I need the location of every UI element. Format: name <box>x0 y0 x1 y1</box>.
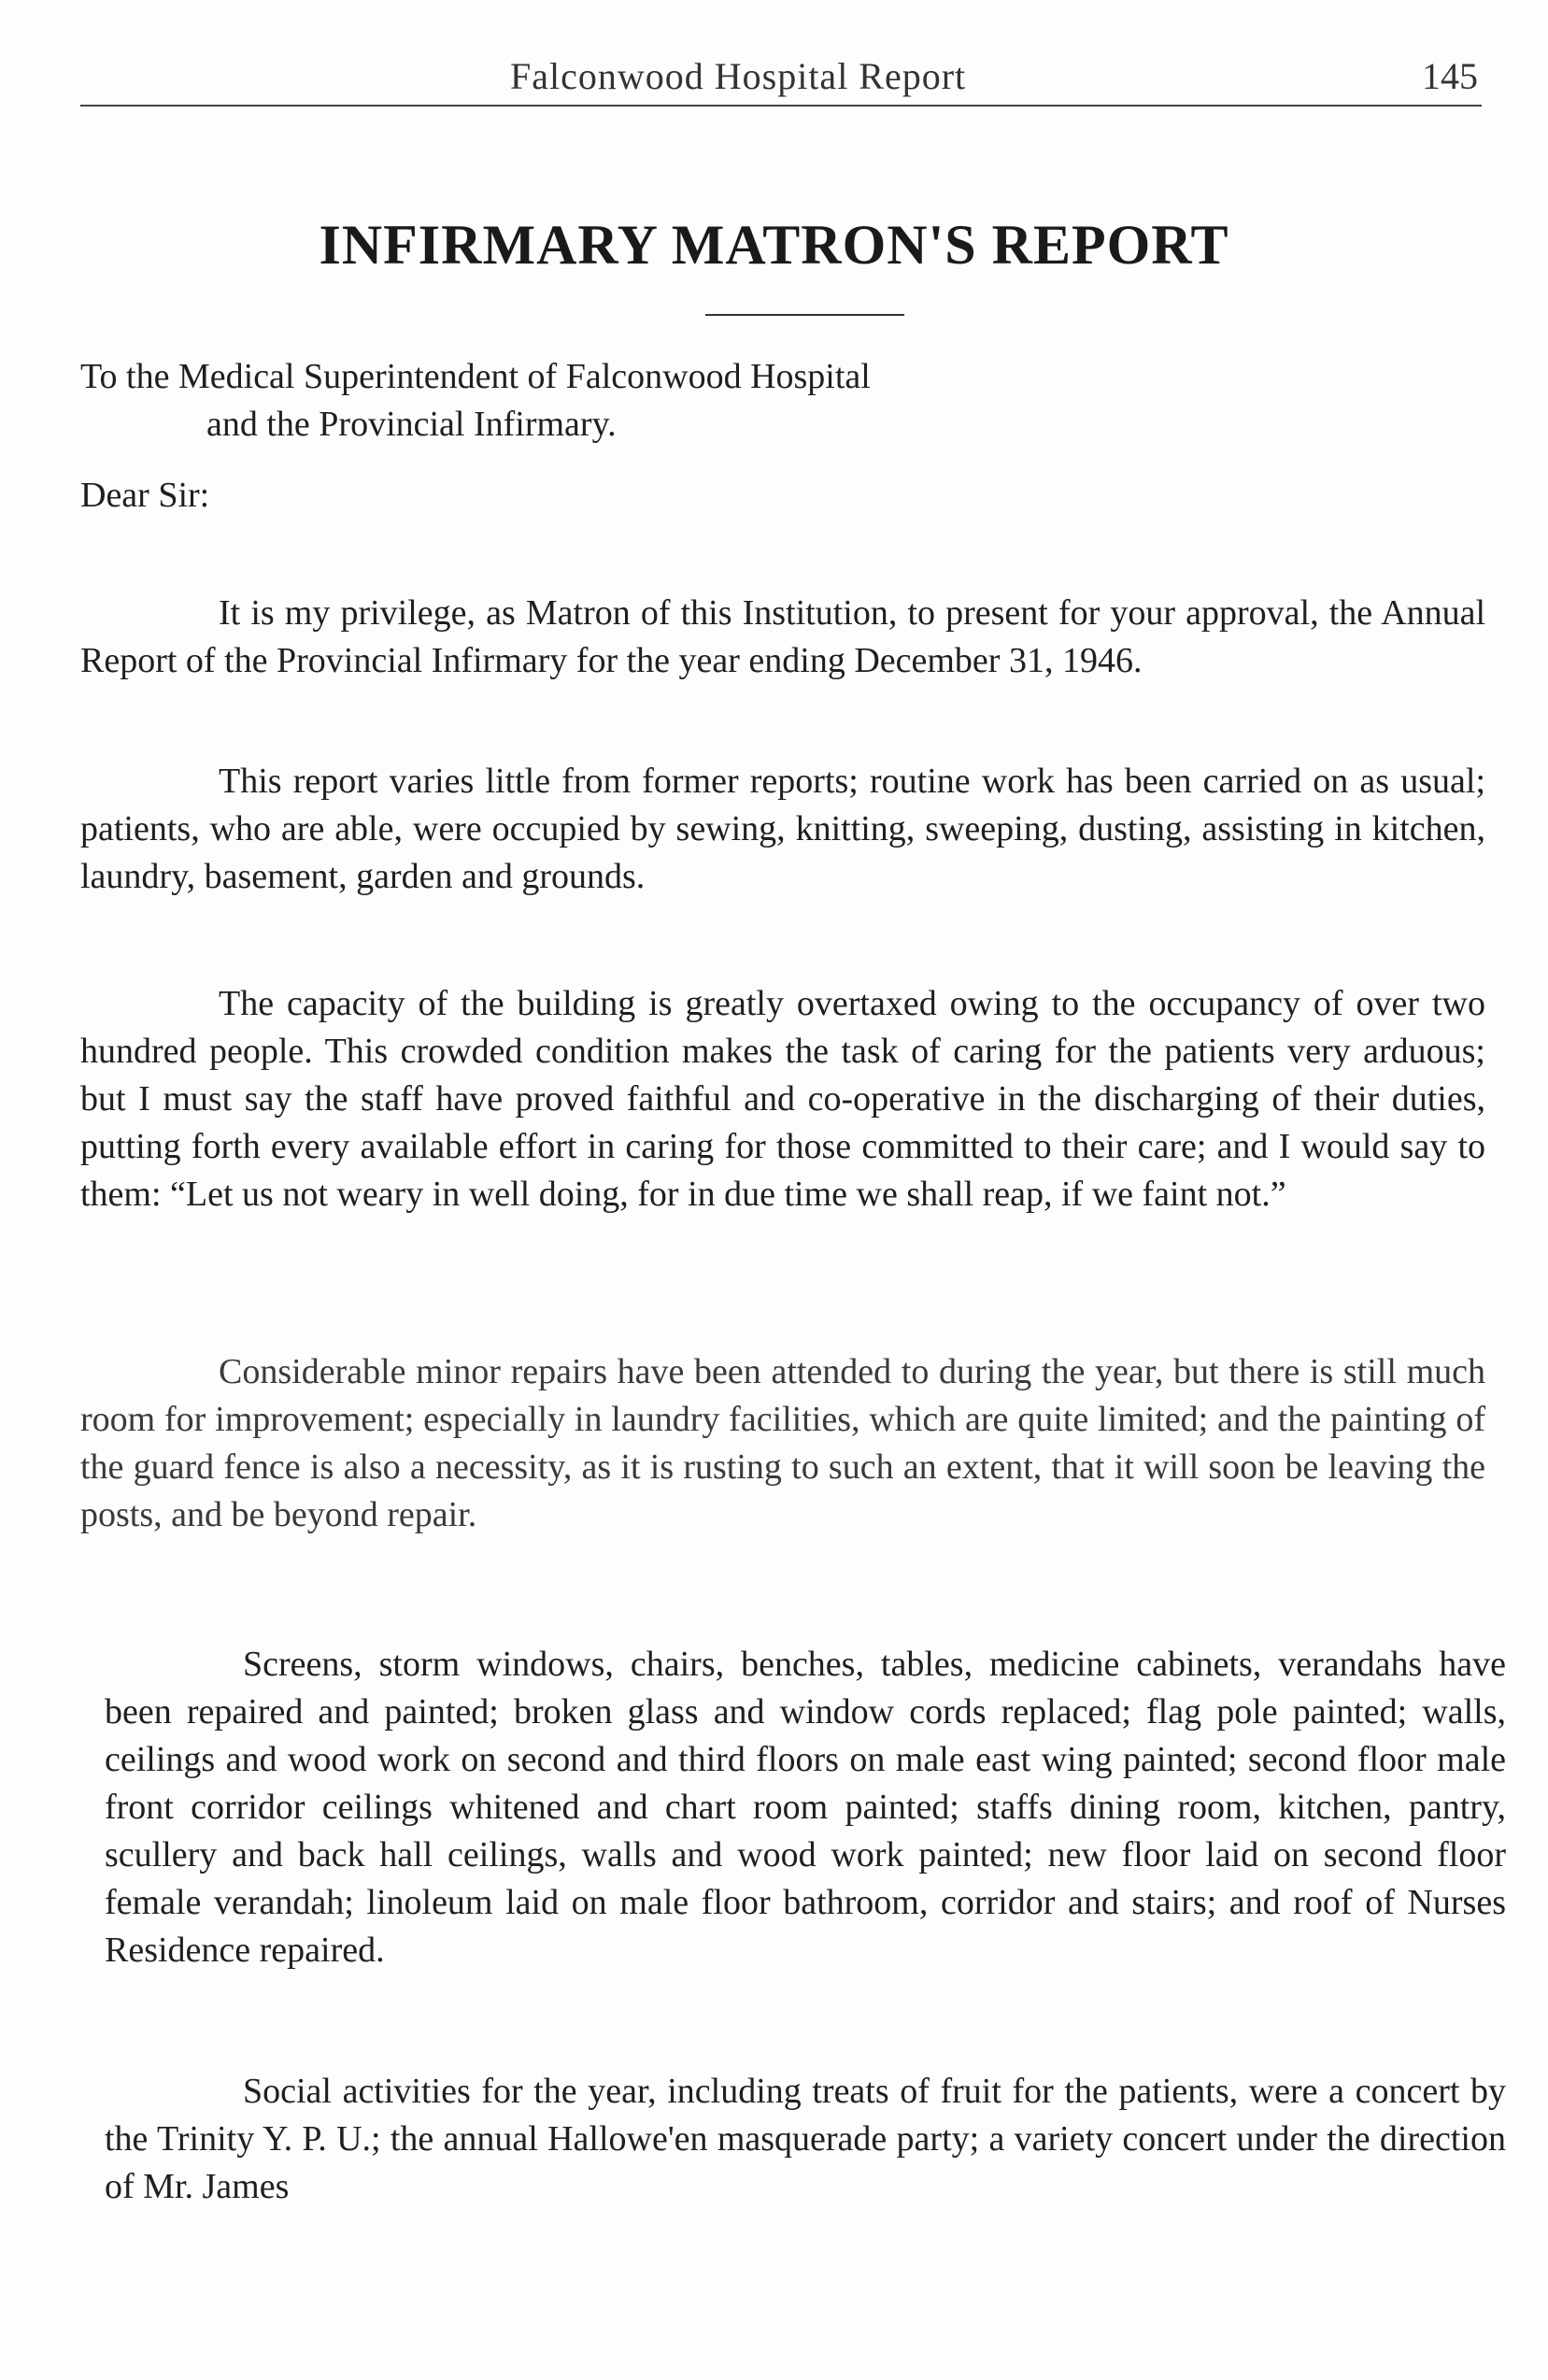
paragraph-capacity: The capacity of the building is greatly overtaxed owing to the occupancy of over two hundred people. This crowded condition makes the task of caring for the patients very arduous; but I must say the staff have proved faithful and co-operative in the discharging of their duties, putting forth every available effort in caring for those committed to their care; and I would say to them: “Let us not weary in well doing, for in due time we shall reap, if we faint not.” <box>80 984 1485 1214</box>
addressee-block <box>80 353 871 449</box>
paragraph-opening: It is my privilege, as Matron of this Institution, to present for your approval, the Annual Report of the Provincial Infirmary for the year ending December 31, 1946. <box>80 593 1485 680</box>
paragraph-repairs-done: Screens, storm windows, chairs, benches, tables, medicine cabinets, verandahs have been repaired and painted; broken glass and window cords replaced; flag pole painted; walls, ceilings and wood work on second and third floors on male east wing painted; second floor male front corridor ceilings whitened and chart room painted; staffs dining room, kitchen, pantry, scullery and back hall ceilings, walls and wood work painted; new floor laid on second floor female verandah; linoleum laid on male floor bathroom, corridor and stairs; and roof of Nurses Residence repaired. <box>105 1645 1506 1970</box>
running-title: Falconwood Hospital Report <box>510 55 967 97</box>
paragraph-social-activities: Social activities for the year, including treats of fruit for the patients, were a concert by the Trinity Y. P. U.; the annual Hallowe'en masquerade party; a variety concert under the direction of Mr. James <box>105 2072 1506 2206</box>
addressee-line-1: To the Medical Superintendent of Falconwood Hospital <box>80 357 871 396</box>
title-divider <box>705 314 904 316</box>
addressee-line-2: and the Provincial Infirmary. <box>206 405 617 444</box>
salutation: Dear Sir: <box>80 476 210 515</box>
paragraph-repairs-needed: Considerable minor repairs have been attended to during the year, but there is still much room for improvement; especially in laundry facilities, which are quite limited; and the painting of the guard fence is also a necessity, as it is rusting to such an extent, that it will soon be leaving the posts, and be beyond repair. <box>80 1352 1485 1534</box>
report-title: INFIRMARY MATRON'S REPORT <box>319 214 1229 276</box>
running-header <box>80 49 1482 107</box>
paragraph-routine-work: This report varies little from former reports; routine work has been carried on as usual; patients, who are able, were occupied by sewing, knitting, sweeping, dusting, assisting in kitchen, laundry, basement, garden and grounds. <box>80 762 1485 896</box>
page-number: 145 <box>1422 55 1478 97</box>
